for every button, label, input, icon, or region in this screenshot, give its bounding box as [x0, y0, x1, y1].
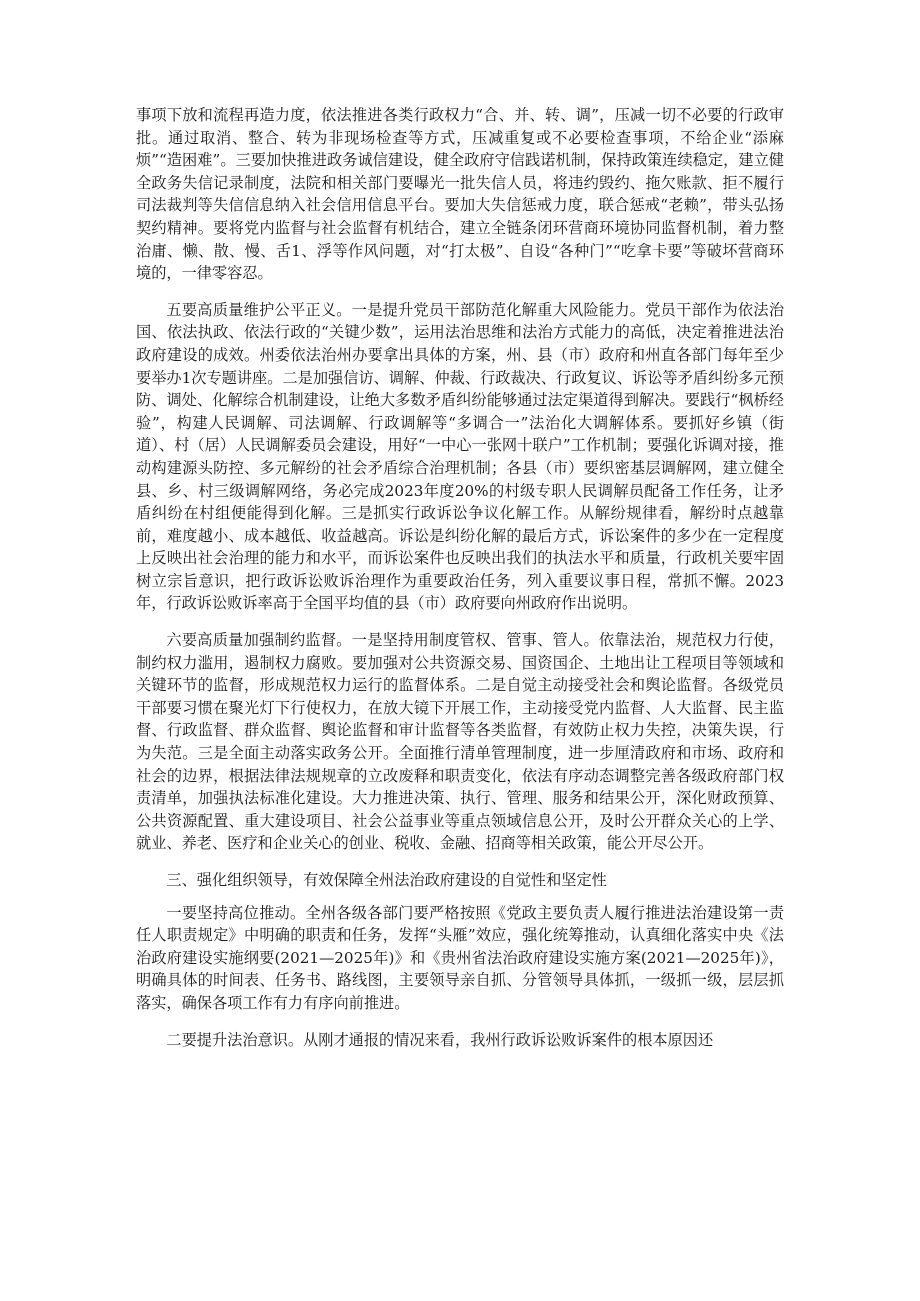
paragraph-business-environment: 事项下放和流程再造力度，依法推进各类行政权力“合、并、转、调”，压减一切不必要的行政审批。通过取消、整合、转为非现场检查等方式，压减重复或不必要检查事项，不给企业“添麻烦”“造困难”。三要加快推进政务诚信建设，健全政府守信践诺机制，保持政策连续稳定，建立健全政务失信记录制度，法院和相关部门要曝光一批失信人员，将违约毁约、拖欠账款、拒不履行司法裁判等失信信息纳入社会信用信息平台。要加大失信惩戒力度，联合惩戒“老赖”，带头弘扬契约精神。要将党内监督与社会监督有机结合，建立全链条闭环营商环境协同监督机制，着力整治庸、懒、散、慢、舌1、浮等作风问题，对“打太极”、自设“各种门”“吃拿卡要”等破坏营商环境的，一律零容忍。 [136, 106, 784, 283]
paragraph-legal-awareness: 二要提升法治意识。从刚才通报的情况来看，我州行政诉讼败诉案件的根本原因还 [166, 1030, 714, 1049]
paragraph-fairness-justice: 五要高质量维护公平正义。一是提升党员干部防范化解重大风险能力。党员干部作为依法治国、依法执政、依法行政的“关键少数”，运用法治思维和法治方式能力的高低，决定着推进法治政府建设的成效。州委依法治州办要拿出具体的方案，州、县（市）政府和州直各部门每年至少要举办1次专题讲座。二是加强信访、调解、仲裁、行政裁决、行政复议、诉讼等矛盾纠纷多元预防、调处、化解综合机制建设，让绝大多数矛盾纠纷能够通过法定渠道得到解决。要践行“枫桥经验”，构建人民调解、司法调解、行政调解等“多调合一”法治化大调解体系。要抓好乡镇（街道）、村（居）人民调解委员会建设，用好“一中心一张网十联户”工作机制；要强化诉调对接，推动构建源头防控、多元解纷的社会矛盾综合治理机制；各县（市）要织密基层调解网，建立健全县、乡、村三级调解网络，务必完成2023年度20%的村级专职人民调解员配备工作任务，让矛盾纠纷在村组便能得到化解。三是抓实行政诉讼争议化解工作。从解纷规律看，解纷时点越靠前，难度越小、成本越低、收益越高。诉讼是纠纷化解的最后方式，诉讼案件的多少在一定程度上反映出社会治理的能力和水平，而诉讼案件也反映出我们的执法水平和质量，行政机关要牢固树立宗旨意识，把行政诉讼败诉治理作为重要政治任务，列入重要议事日程，常抓不懈。2023年，行政诉讼败诉率高于全国平均值的县（市）政府要向州政府作出说明。 [136, 300, 784, 613]
document-body [136, 104, 784, 1065]
paragraph-high-level-promotion: 一要坚持高位推动。全州各级各部门要严格按照《党政主要负责人履行推进法治建设第一责任人职责规定》中明确的职责和任务，发挥“头雁”效应，强化统筹推动，认真细化落实中央《法治政府建设实施纲要(2021—2025年)》和《贵州省法治政府建设实施方案(2021—2025年)》，明确具体的时间表、任务书、路线图，主要领导亲自抓、分管领导具体抓，一级抓一级，层层抓落实，确保各项工作有力有序向前推进。 [136, 903, 784, 1012]
section-heading-organization: 三、强化组织领导，有效保障全州法治政府建设的自觉性和坚定性 [166, 871, 607, 889]
paragraph-supervision: 六要高质量加强制约监督。一是坚持用制度管权、管事、管人。依靠法治，规范权力行使，制约权力滥用，遏制权力腐败。要加强对公共资源交易、国资国企、土地出让工程项目等领域和关键环节的监督，形成规范权力运行的监督体系。二是自觉主动接受社会和舆论监督。各级党员干部要习惯在聚光灯下行使权力，在放大镜下开展工作，主动接受党内监督、人大监督、民主监督、行政监督、群众监督、舆论监督和审计监督等各类监督，有效防止权力失控，决策失误，行为失范。三是全面主动落实政务公开。全面推行清单管理制度，进一步厘清政府和市场、政府和社会的边界，根据法律法规规章的立改废释和职责变化，依法有序动态调整完善各级政府部门权责清单，加强执法标准化建设。大力推进决策、执行、管理、服务和结果公开，深化财政预算、公共资源配置、重大建设项目、社会公益事业等重点领域信息公开，及时公开群众关心的上学、就业、养老、医疗和企业关心的创业、税收、金融、招商等相关政策，能公开尽公开。 [136, 631, 784, 853]
